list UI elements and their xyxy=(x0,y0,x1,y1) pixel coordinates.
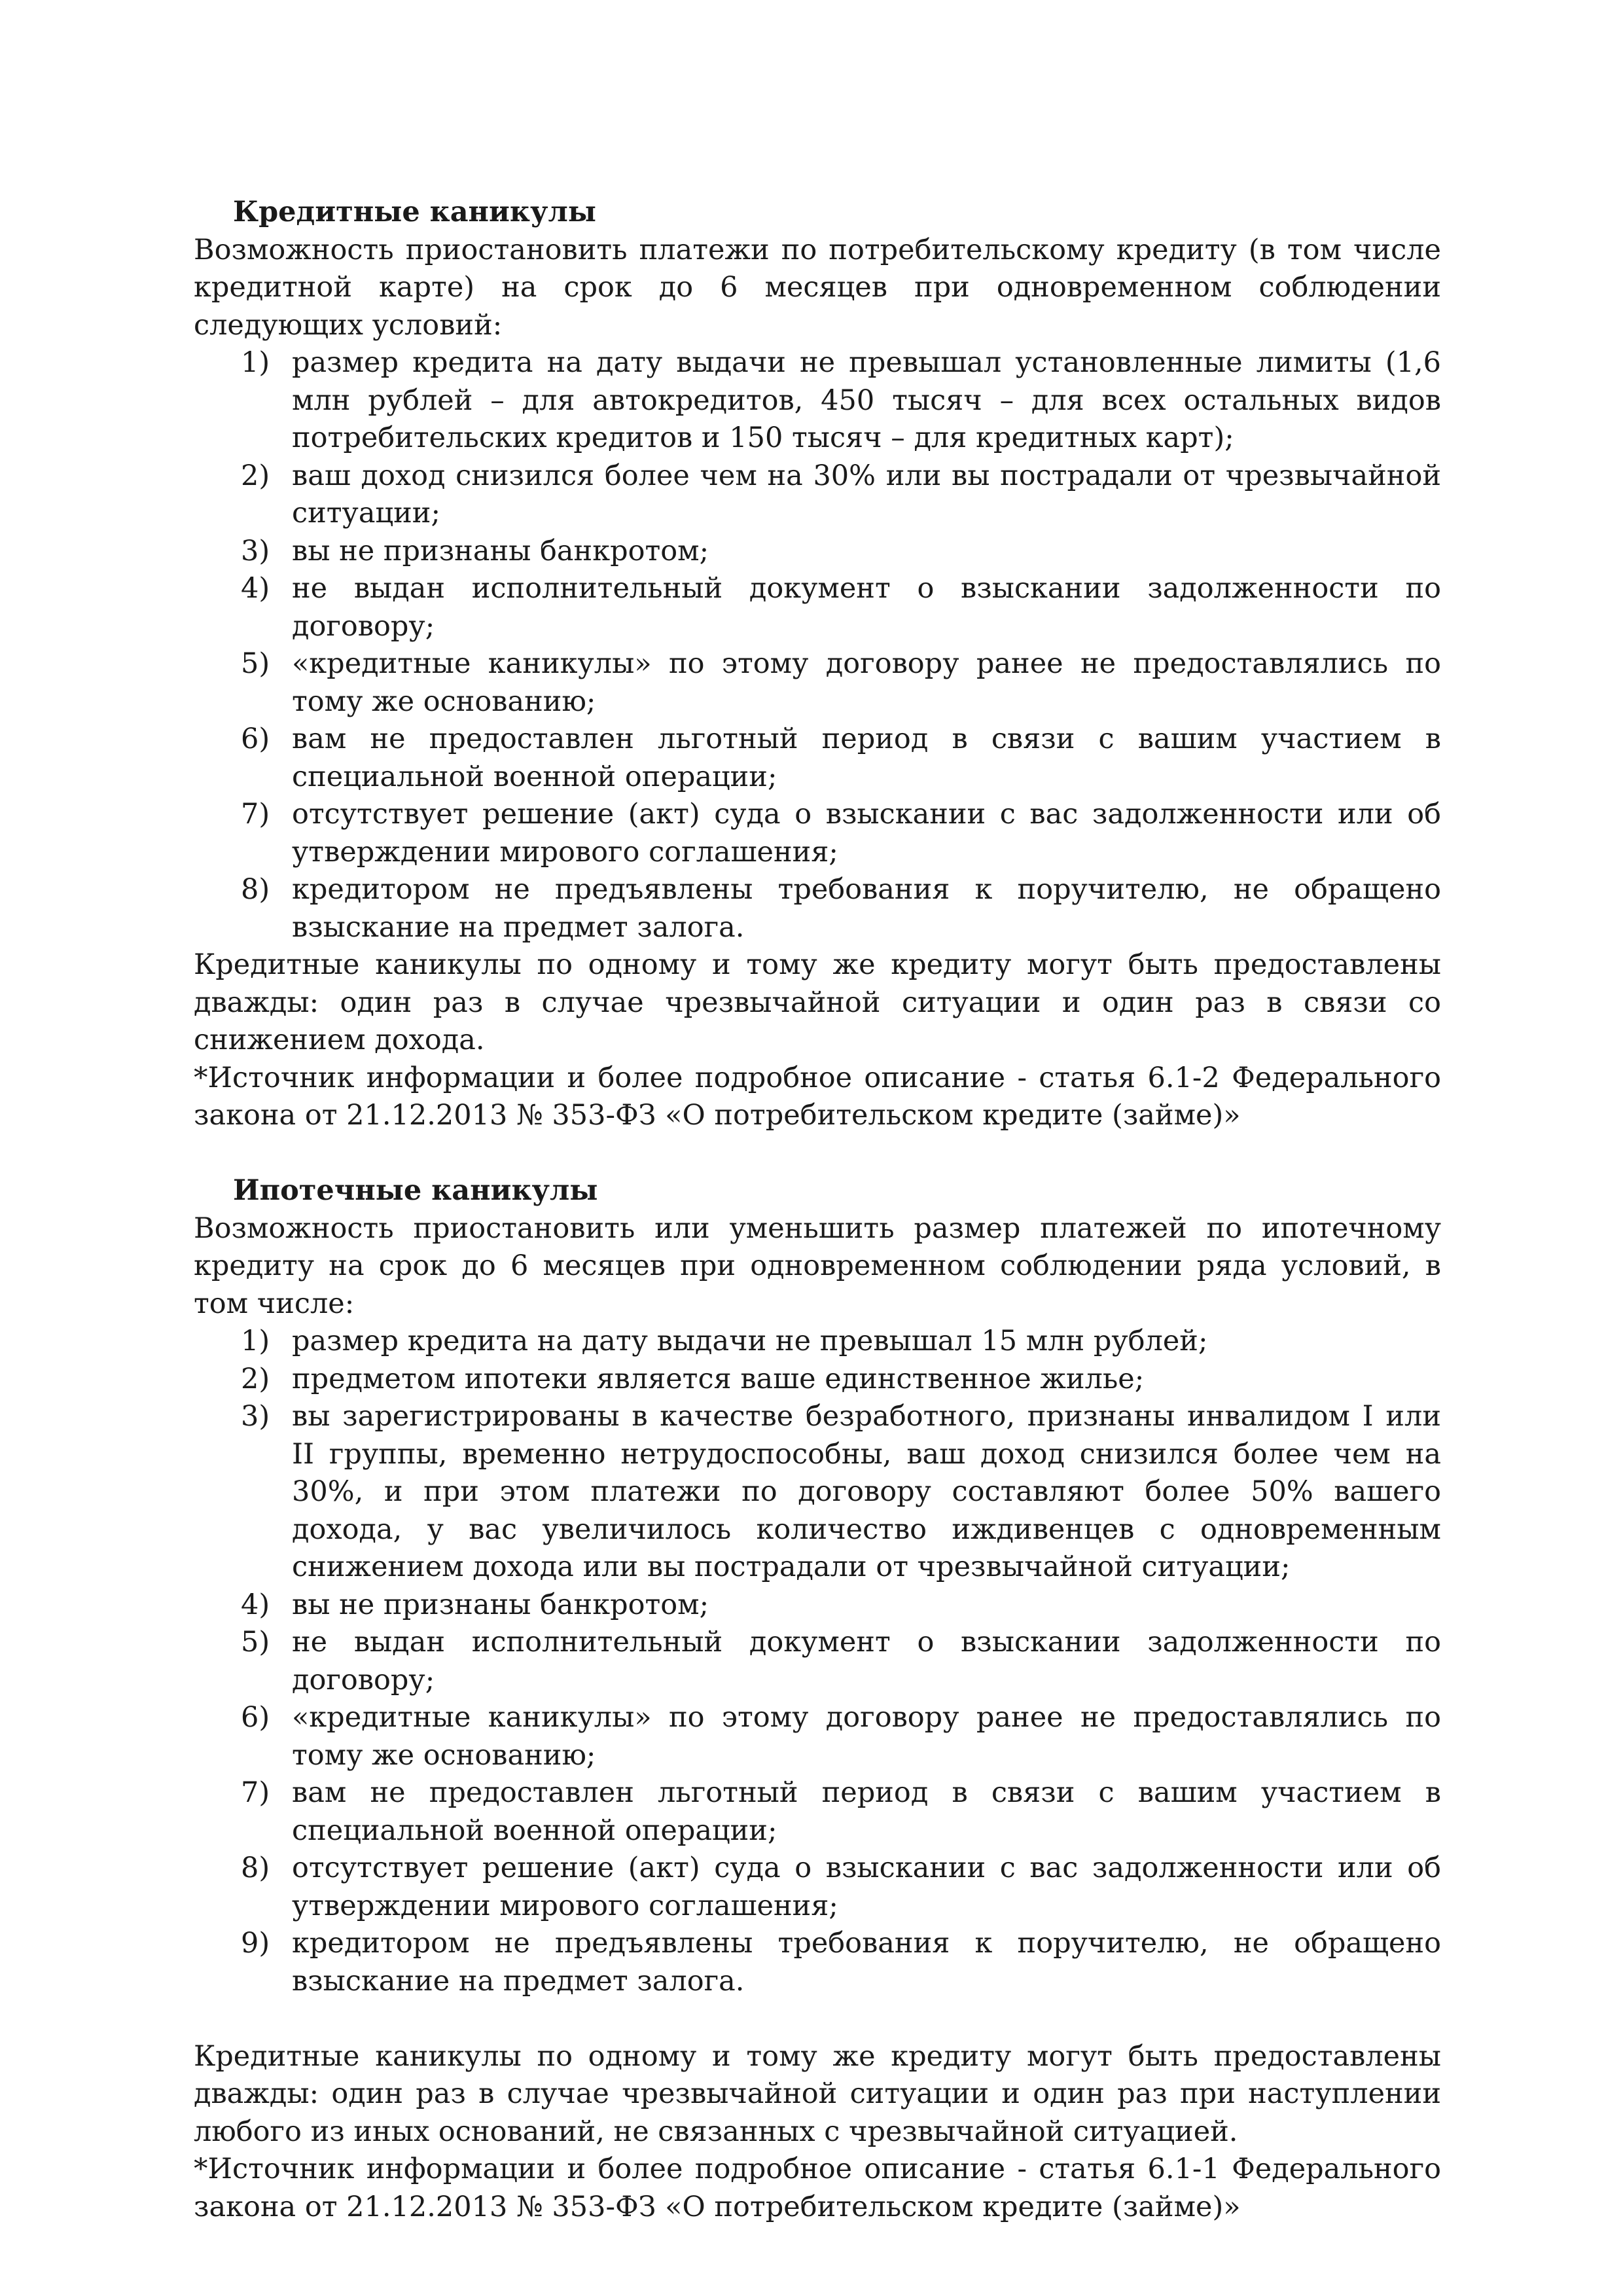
list-item xyxy=(194,1398,1441,1587)
item-number: 2) xyxy=(241,459,270,492)
item-number: 4) xyxy=(241,1588,270,1621)
list-item xyxy=(194,344,1441,457)
list-item xyxy=(194,1323,1441,1361)
item-number: 4) xyxy=(241,572,270,605)
list-item xyxy=(194,796,1441,871)
item-text: «кредитные каникулы» по этому договору ранее не предоставлялись по тому же основанию; xyxy=(292,647,1441,718)
section-intro: Возможность приостановить платежи по потребительскому кредиту (в том числе кредитной карте) на срок до 6 месяцев при одновременном соблюдении следующих условий: xyxy=(194,233,1441,342)
item-text: «кредитные каникулы» по этому договору ранее не предоставлялись по тому же основанию; xyxy=(292,1701,1441,1772)
list-item xyxy=(194,1624,1441,1699)
item-text: вам не предоставлен льготный период в связи с вашим участием в специальной военной операции; xyxy=(292,1776,1441,1847)
list-item xyxy=(194,1699,1441,1774)
list-item xyxy=(194,1925,1441,2000)
item-text: отсутствует решение (акт) суда о взыскании с вас задолженности или об утверждении мирового соглашения; xyxy=(292,1852,1441,1922)
item-text: кредитором не предъявлены требования к поручителю, не обращено взыскание на предмет залога. xyxy=(292,1927,1441,1998)
item-number: 2) xyxy=(241,1362,270,1395)
item-text: не выдан исполнительный документ о взыскании задолженности по договору; xyxy=(292,572,1441,643)
source-citation: *Источник информации и более подробное описание - статья 6.1-2 Федерального закона от 21.12.2013 № 353-ФЗ «О потребительском кредите (займе)» xyxy=(194,1061,1441,1132)
conditions-list xyxy=(194,344,1441,946)
source-citation: *Источник информации и более подробное описание - статья 6.1-1 Федерального закона от 21.12.2013 № 353-ФЗ «О потребительском кредите (займе)» xyxy=(194,2153,1441,2223)
section-title: Кредитные каникулы xyxy=(233,196,596,228)
section-credit-holidays xyxy=(194,194,1441,1135)
item-number: 1) xyxy=(241,346,270,379)
item-number: 7) xyxy=(241,798,270,831)
item-number: 9) xyxy=(241,1927,270,1960)
item-number: 6) xyxy=(241,723,270,755)
spacer xyxy=(194,2000,1441,2038)
list-item xyxy=(194,1850,1441,1925)
section-note: Кредитные каникулы по одному и тому же кредиту могут быть предоставлены дважды: один раз в случае чрезвычайной ситуации и один раз при наступлении любого из иных оснований, не связанных с чрезвычайной ситуацией. xyxy=(194,2039,1441,2148)
section-title: Ипотечные каникулы xyxy=(233,1174,598,1207)
section-intro: Возможность приостановить или уменьшить размер платежей по ипотечному кредиту на срок до 6 месяцев при одновременном соблюдении ряда условий, в том числе: xyxy=(194,1211,1441,1320)
item-text: предметом ипотеки является ваше единственное жилье; xyxy=(292,1362,1145,1395)
item-number: 6) xyxy=(241,1701,270,1734)
item-text: вы зарегистрированы в качестве безработного, признаны инвалидом I или II группы, временно нетрудоспособны, ваш доход снизился более чем на 30%, и при этом платежи по договору составляют более 50% вашего дохода, у вас увеличилось количество иждивенцев с одновременным снижением дохода или вы пострадали от чрезвычайной ситуации; xyxy=(292,1400,1441,1583)
item-text: ваш доход снизился более чем на 30% или вы пострадали от чрезвычайной ситуации; xyxy=(292,459,1441,529)
spacer xyxy=(194,1135,1441,1173)
item-number: 5) xyxy=(241,647,270,680)
list-item xyxy=(194,1361,1441,1399)
document-page xyxy=(194,194,1441,2226)
list-item xyxy=(194,570,1441,645)
item-text: вы не признаны банкротом; xyxy=(292,534,709,567)
item-number: 7) xyxy=(241,1776,270,1809)
item-text: не выдан исполнительный документ о взыскании задолженности по договору; xyxy=(292,1626,1441,1696)
item-number: 8) xyxy=(241,873,270,906)
item-number: 3) xyxy=(241,534,270,567)
item-number: 1) xyxy=(241,1325,270,1357)
section-mortgage-holidays xyxy=(194,1172,1441,2226)
item-number: 8) xyxy=(241,1852,270,1884)
list-item xyxy=(194,533,1441,571)
list-item xyxy=(194,645,1441,721)
item-text: кредитором не предъявлены требования к поручителю, не обращено взыскание на предмет залога. xyxy=(292,873,1441,944)
item-text: вам не предоставлен льготный период в связи с вашим участием в специальной военной операции; xyxy=(292,723,1441,793)
list-item xyxy=(194,871,1441,946)
list-item xyxy=(194,457,1441,533)
conditions-list xyxy=(194,1323,1441,2000)
item-text: размер кредита на дату выдачи не превышал 15 млн рублей; xyxy=(292,1325,1208,1357)
item-number: 3) xyxy=(241,1400,270,1433)
item-text: вы не признаны банкротом; xyxy=(292,1588,709,1621)
list-item xyxy=(194,721,1441,796)
item-number: 5) xyxy=(241,1626,270,1659)
list-item xyxy=(194,1587,1441,1624)
item-text: размер кредита на дату выдачи не превышал установленные лимиты (1,6 млн рублей – для автокредитов, 450 тысяч – для всех остальных видов потребительских кредитов и 150 тысяч – для кредитных карт); xyxy=(292,346,1441,454)
list-item xyxy=(194,1774,1441,1850)
item-text: отсутствует решение (акт) суда о взыскании с вас задолженности или об утверждении мирового соглашения; xyxy=(292,798,1441,869)
section-note: Кредитные каникулы по одному и тому же кредиту могут быть предоставлены дважды: один раз в случае чрезвычайной ситуации и один раз в связи со снижением дохода. xyxy=(194,948,1441,1056)
